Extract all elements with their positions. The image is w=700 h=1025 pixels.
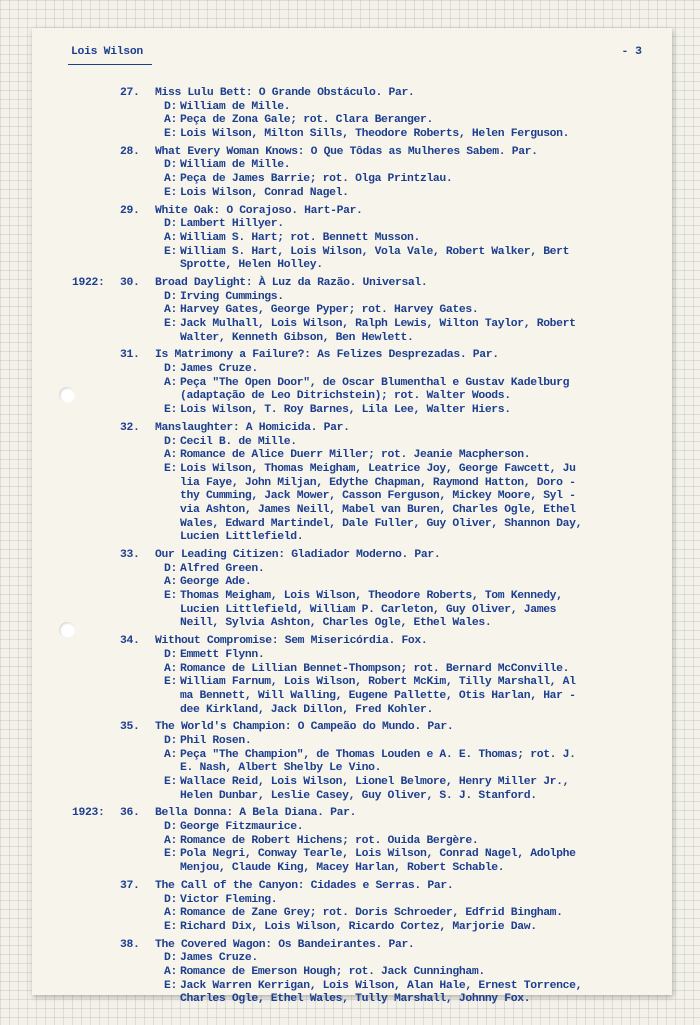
field-tag: A: <box>164 173 177 186</box>
film-entry <box>32 349 672 417</box>
field-tag: A: <box>164 834 177 847</box>
entry-number: 38. <box>120 938 140 951</box>
field-tag: D: <box>164 952 177 965</box>
field-tag: D: <box>164 218 177 231</box>
film-title: Bella Donna: A Bela Diana. Par. <box>155 807 357 820</box>
field-value: Lambert Hillyer. <box>180 218 284 231</box>
field-tag: E: <box>164 979 177 992</box>
field-value: William de Mille. <box>180 100 291 113</box>
film-title: Broad Daylight: À Luz da Razão. Universal. <box>155 276 428 289</box>
field-tag: E: <box>164 186 177 199</box>
field-continuation: lia Faye, John Miljan, Edythe Chapman, Raymond Hatton, Doro - <box>180 476 576 489</box>
film-title: The World's Champion: O Campeão do Mundo. Par. <box>155 721 454 734</box>
field-tag: A: <box>164 748 177 761</box>
entry-year: 1923: <box>72 807 105 820</box>
field-tag: A: <box>164 965 177 978</box>
field-value: Jack Warren Kerrigan, Lois Wilson, Alan Hale, Ernest Torrence, <box>180 979 583 992</box>
entry-number: 37. <box>120 879 140 892</box>
field-value: William S. Hart, Lois Wilson, Vola Vale, Robert Walker, Bert <box>180 245 570 258</box>
field-tag: D: <box>164 363 177 376</box>
field-value: Irving Cummings. <box>180 290 284 303</box>
film-title: Without Compromise: Sem Misericórdia. Fox. <box>155 635 428 648</box>
page-number: - 3 <box>621 46 642 58</box>
film-entry <box>32 549 672 631</box>
field-value: Richard Dix, Lois Wilson, Ricardo Cortez, Marjorie Daw. <box>180 920 537 933</box>
film-entry <box>32 939 672 1007</box>
entry-number: 32. <box>120 421 140 434</box>
entry-number: 34. <box>120 635 140 648</box>
entry-number: 30. <box>120 276 140 289</box>
field-tag: E: <box>164 245 177 258</box>
field-continuation: Walter, Kenneth Gibson, Ben Hewlett. <box>180 331 414 344</box>
header-underline <box>68 64 152 65</box>
field-tag: D: <box>164 821 177 834</box>
film-title: The Call of the Canyon: Cidades e Serras. Par. <box>155 879 454 892</box>
field-value: Lois Wilson, T. Roy Barnes, Lila Lee, Walter Hiers. <box>180 404 511 417</box>
field-value: Victor Fleming. <box>180 893 278 906</box>
field-tag: E: <box>164 920 177 933</box>
field-value: Harvey Gates, George Pyper; rot. Harvey Gates. <box>180 304 479 317</box>
header-name: Lois Wilson <box>71 46 143 58</box>
field-tag: E: <box>164 676 177 689</box>
field-value: Peça "The Open Door", de Oscar Blumenthal e Gustav Kadelburg <box>180 376 570 389</box>
field-value: Jack Mulhall, Lois Wilson, Ralph Lewis, Wilton Taylor, Robert <box>180 318 576 330</box>
typed-page <box>32 28 672 1006</box>
field-value: Alfred Green. <box>180 562 265 575</box>
field-tag: A: <box>164 449 177 462</box>
film-entry <box>32 277 672 345</box>
field-continuation: thy Cumming, Jack Mower, Casson Ferguson, Mickey Moore, Syl - <box>180 490 576 503</box>
field-continuation: via Ashton, James Neill, Mabel van Buren, Charles Ogle, Ethel <box>180 503 576 516</box>
field-value: Peça de James Barrie; rot. Olga Printzlau. <box>180 173 453 186</box>
film-title: White Oak: O Corajoso. Hart-Par. <box>155 204 363 217</box>
field-tag: E: <box>164 848 177 861</box>
field-continuation: E. Nash, Albert Shelby Le Vino. <box>180 762 382 775</box>
field-value: Emmett Flynn. <box>180 648 265 661</box>
field-value: George Ade. <box>180 576 252 589</box>
field-value: Romance de Robert Hichens; rot. Ouida Bergère. <box>180 834 479 847</box>
field-continuation: (adaptação de Leo Ditrichstein); rot. Walter Woods. <box>180 390 511 403</box>
field-tag: A: <box>164 376 177 389</box>
field-continuation: Wales, Edward Martindel, Dale Fuller, Guy Oliver, Shannon Day, <box>180 517 583 530</box>
field-continuation: Charles Ogle, Ethel Wales, Tully Marshall, Johnny Fox. <box>180 993 531 1006</box>
field-continuation: Menjou, Claude King, Macey Harlan, Robert Schable. <box>180 862 505 875</box>
field-tag: A: <box>164 662 177 675</box>
film-entry <box>32 880 672 935</box>
entry-number: 27. <box>120 87 140 99</box>
field-tag: E: <box>164 318 177 330</box>
field-continuation: Lucien Littlefield, William P. Carleton, Guy Oliver, James <box>180 603 557 616</box>
field-tag: E: <box>164 590 177 603</box>
field-tag: A: <box>164 576 177 589</box>
film-entry <box>32 635 672 717</box>
field-value: William Farnum, Lois Wilson, Robert McKim, Tilly Marshall, Al <box>180 676 576 689</box>
entry-number: 29. <box>120 204 140 217</box>
field-tag: D: <box>164 893 177 906</box>
entry-number: 28. <box>120 145 140 158</box>
field-value: Romance de Lillian Bennet-Thompson; rot. Bernard McConville. <box>180 662 570 675</box>
film-title: The Covered Wagon: Os Bandeirantes. Par. <box>155 938 415 951</box>
film-title: Is Matrimony a Failure?: As Felizes Desprezadas. Par. <box>155 349 499 362</box>
entry-year: 1922: <box>72 276 105 289</box>
field-value: James Cruze. <box>180 363 258 376</box>
entry-number: 33. <box>120 549 140 561</box>
field-continuation: dee Kirkland, Jack Dillon, Fred Kohler. <box>180 703 433 716</box>
field-tag: A: <box>164 114 177 127</box>
field-tag: D: <box>164 159 177 172</box>
entry-number: 31. <box>120 349 140 362</box>
field-value: Romance de Emerson Hough; rot. Jack Cunningham. <box>180 965 485 978</box>
field-continuation: Sprotte, Helen Holley. <box>180 259 323 272</box>
field-value: William de Mille. <box>180 159 291 172</box>
field-tag: A: <box>164 231 177 244</box>
field-value: Peça "The Champion", de Thomas Louden e A. E. Thomas; rot. J. <box>180 748 576 761</box>
field-tag: D: <box>164 290 177 303</box>
field-value: William S. Hart; rot. Bennett Musson. <box>180 231 420 244</box>
field-value: Cecil B. de Mille. <box>180 435 297 448</box>
field-tag: E: <box>164 404 177 417</box>
field-tag: A: <box>164 304 177 317</box>
field-tag: E: <box>164 128 177 141</box>
field-value: Lois Wilson, Milton Sills, Theodore Roberts, Helen Ferguson. <box>180 128 570 141</box>
field-value: Peça de Zona Gale; rot. Clara Beranger. <box>180 114 433 127</box>
field-continuation: Neill, Sylvia Ashton, Charles Ogle, Ethel Wales. <box>180 617 492 630</box>
field-tag: D: <box>164 435 177 448</box>
film-entry <box>32 205 672 273</box>
field-tag: D: <box>164 100 177 113</box>
field-continuation: ma Bennett, Will Walling, Eugene Pallette, Otis Harlan, Har - <box>180 689 576 702</box>
film-title: Miss Lulu Bett: O Grande Obstáculo. Par. <box>155 87 415 99</box>
field-value: Romance de Zane Grey; rot. Doris Schroeder, Edfrid Bingham. <box>180 907 563 920</box>
field-tag: E: <box>164 462 177 475</box>
film-title: What Every Woman Knows: O Que Tôdas as Mulheres Sabem. Par. <box>155 145 538 158</box>
field-tag: D: <box>164 648 177 661</box>
field-tag: A: <box>164 907 177 920</box>
field-value: Pola Negri, Conway Tearle, Lois Wilson, Conrad Nagel, Adolphe <box>180 848 576 861</box>
field-value: James Cruze. <box>180 952 258 965</box>
entry-number: 35. <box>120 721 140 734</box>
field-tag: D: <box>164 734 177 747</box>
film-entry <box>32 721 672 803</box>
film-entry <box>32 807 672 875</box>
field-tag: E: <box>164 776 177 788</box>
field-continuation: Helen Dunbar, Leslie Casey, Guy Oliver, S. J. Stanford. <box>180 789 537 802</box>
field-value: Lois Wilson, Thomas Meigham, Leatrice Joy, George Fawcett, Ju <box>180 462 576 475</box>
field-value: George Fitzmaurice. <box>180 821 304 834</box>
filmography-list <box>32 87 672 1011</box>
field-value: Phil Rosen. <box>180 734 252 747</box>
film-title: Our Leading Citizen: Gladiador Moderno. Par. <box>155 549 441 561</box>
film-entry <box>32 422 672 545</box>
entry-number: 36. <box>120 807 140 820</box>
film-title: Manslaughter: A Homicida. Par. <box>155 421 350 434</box>
field-value: Thomas Meigham, Lois Wilson, Theodore Roberts, Tom Kennedy, <box>180 590 563 603</box>
field-value: Romance de Alice Duerr Miller; rot. Jeanie Macpherson. <box>180 449 531 462</box>
film-entry <box>32 146 672 201</box>
film-entry <box>32 87 672 142</box>
field-value: Lois Wilson, Conrad Nagel. <box>180 186 349 199</box>
field-continuation: Lucien Littlefield. <box>180 531 304 544</box>
field-value: Wallace Reid, Lois Wilson, Lionel Belmore, Henry Miller Jr., <box>180 776 570 788</box>
field-tag: D: <box>164 562 177 575</box>
